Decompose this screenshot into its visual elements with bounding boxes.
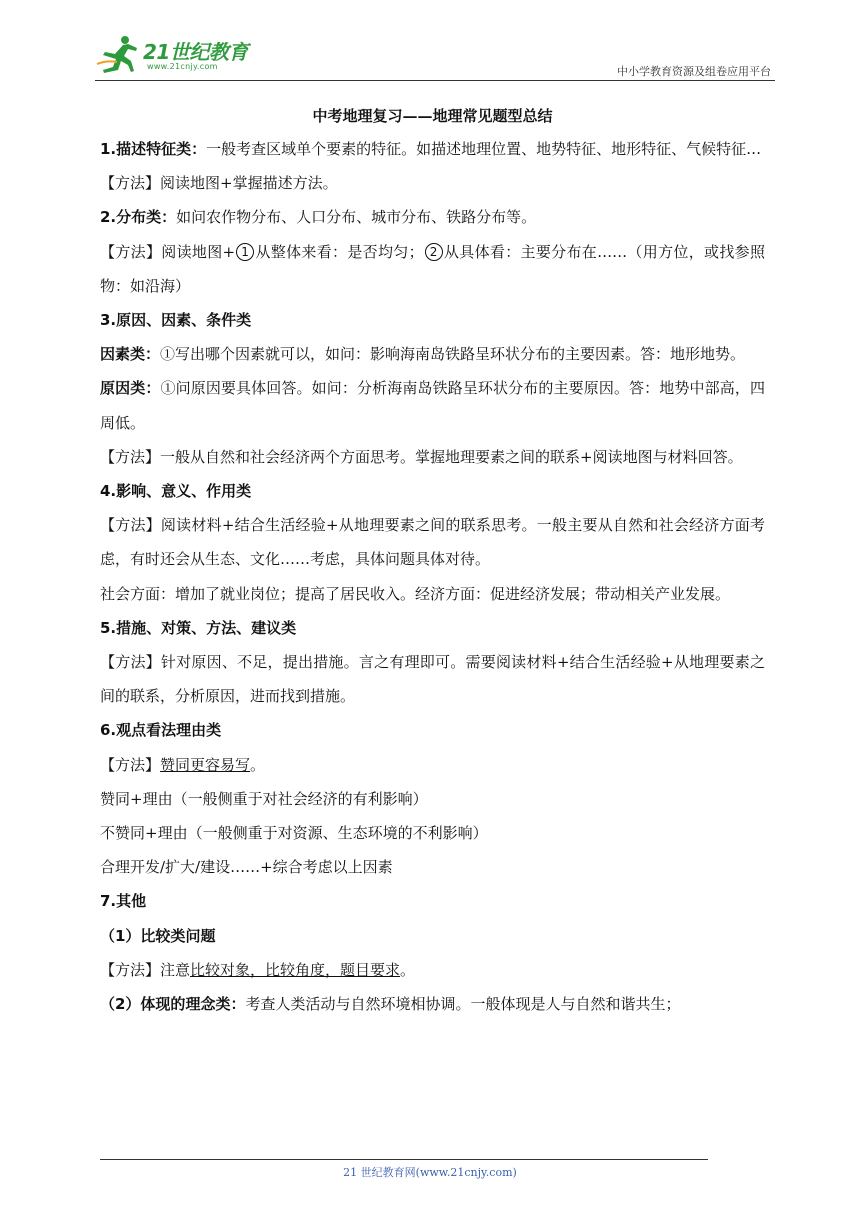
section-text: 一般考查区域单个要素的特征。如描述地理位置、地势特征、地形特征、气候特征… [206, 140, 762, 158]
underlined-text: 赞同更容易写 [160, 755, 251, 774]
document-body [100, 102, 765, 1021]
method-text: 阅读地图+ [161, 242, 236, 261]
reason-label: 原因类： [100, 379, 161, 398]
method-text: 阅读地图+掌握描述方法。 [160, 174, 338, 193]
subsection-text: 考查人类活动与自然环境相协调。一般体现是人与自然和谐共生； [245, 995, 681, 1014]
method-text: 从具体看：主要分布在……（用方位，或找参照物：如沿海） [100, 242, 765, 295]
method-3 [100, 440, 765, 474]
section-1 [100, 132, 765, 166]
document-title: 中考地理复习——地理常见题型总结 [312, 107, 553, 125]
method-text: 。 [400, 960, 416, 979]
section-7-heading: 7.其他 [100, 892, 147, 911]
method-7 [100, 953, 765, 987]
method-6 [100, 748, 765, 782]
method-label: 【方法】 [100, 242, 162, 261]
method-text: 针对原因、不足，提出措施。言之有理即可。需要阅读材料+结合生活经验+从地理要素之间的联系，分析原因，进而找到措施。 [100, 653, 765, 706]
section-6-heading: 6.观点看法理由类 [100, 721, 222, 740]
header-divider [95, 80, 775, 81]
logo-url: www.21cnjy.com [147, 62, 218, 71]
section-heading: 2.分布类： [100, 208, 177, 227]
section-3-heading: 3.原因、因素、条件类 [100, 311, 252, 330]
section-4-heading: 4.影响、意义、作用类 [100, 482, 252, 501]
method-label: 【方法】 [100, 447, 161, 466]
section-4-extra: 社会方面：增加了就业岗位；提高了居民收入。经济方面：促进经济发展；带动相关产业发展。 [100, 584, 731, 603]
subsection-1: （1）比较类问题 [100, 926, 216, 945]
footer-divider [100, 1159, 708, 1160]
logo [95, 32, 265, 78]
section-text: 如问农作物分布、人口分布、城市分布、铁路分布等。 [176, 208, 537, 227]
logo-text: 21世纪教育 [143, 40, 248, 64]
factor-label: 因素类： [100, 345, 161, 364]
platform-label: 中小学教育资源及组卷应用平台 [617, 65, 771, 78]
method-label: 【方法】 [100, 755, 161, 774]
method-label: 【方法】 [100, 653, 161, 672]
section-2 [100, 200, 765, 234]
page-header [95, 32, 775, 82]
method-2 [100, 235, 765, 303]
method-text: 一般从自然和社会经济两个方面思考。掌握地理要素之间的联系+阅读地图与材料回答。 [160, 447, 743, 466]
method-label: 【方法】 [100, 174, 161, 193]
runner-logo-icon [95, 34, 141, 74]
reason-type [100, 371, 765, 439]
section-heading: 1.描述特征类： [100, 140, 207, 158]
agree-line: 赞同+理由（一般侧重于对社会经济的有利影响） [100, 789, 428, 808]
subsection-2 [100, 987, 765, 1021]
circled-number: 1 [236, 243, 254, 261]
method-label: 【方法】 [100, 960, 161, 979]
develop-line: 合理开发/扩大/建设……+综合考虑以上因素 [100, 858, 393, 877]
method-text: 注意 [160, 960, 191, 979]
method-1 [100, 166, 765, 200]
factor-type [100, 337, 765, 371]
footer: 21 世纪教育网(www.21cnjy.com) [343, 1166, 517, 1179]
method-text: 。 [250, 755, 266, 774]
method-5 [100, 645, 765, 713]
underlined-text: 比较对象，比较角度，题目要求 [190, 960, 401, 979]
factor-text: ①写出哪个因素就可以，如问：影响海南岛铁路呈环状分布的主要因素。答：地形地势。 [160, 345, 746, 364]
section-5-heading: 5.措施、对策、方法、建议类 [100, 618, 297, 637]
method-text: 阅读材料+结合生活经验+从地理要素之间的联系思考。一般主要从自然和社会经济方面考虑，有时还会从生态、文化……考虑，具体问题具体对待。 [100, 516, 765, 569]
method-label: 【方法】 [100, 516, 161, 535]
circled-number: 2 [425, 243, 443, 261]
disagree-line: 不赞同+理由（一般侧重于对资源、生态环境的不利影响） [100, 824, 488, 843]
method-4 [100, 508, 765, 576]
reason-text: ①问原因要具体回答。如问：分析海南岛铁路呈环状分布的主要原因。答：地势中部高，四周低。 [100, 379, 765, 432]
subsection-heading: （2）体现的理念类： [100, 995, 246, 1014]
method-text: 从整体来看：是否均匀； [255, 242, 424, 261]
